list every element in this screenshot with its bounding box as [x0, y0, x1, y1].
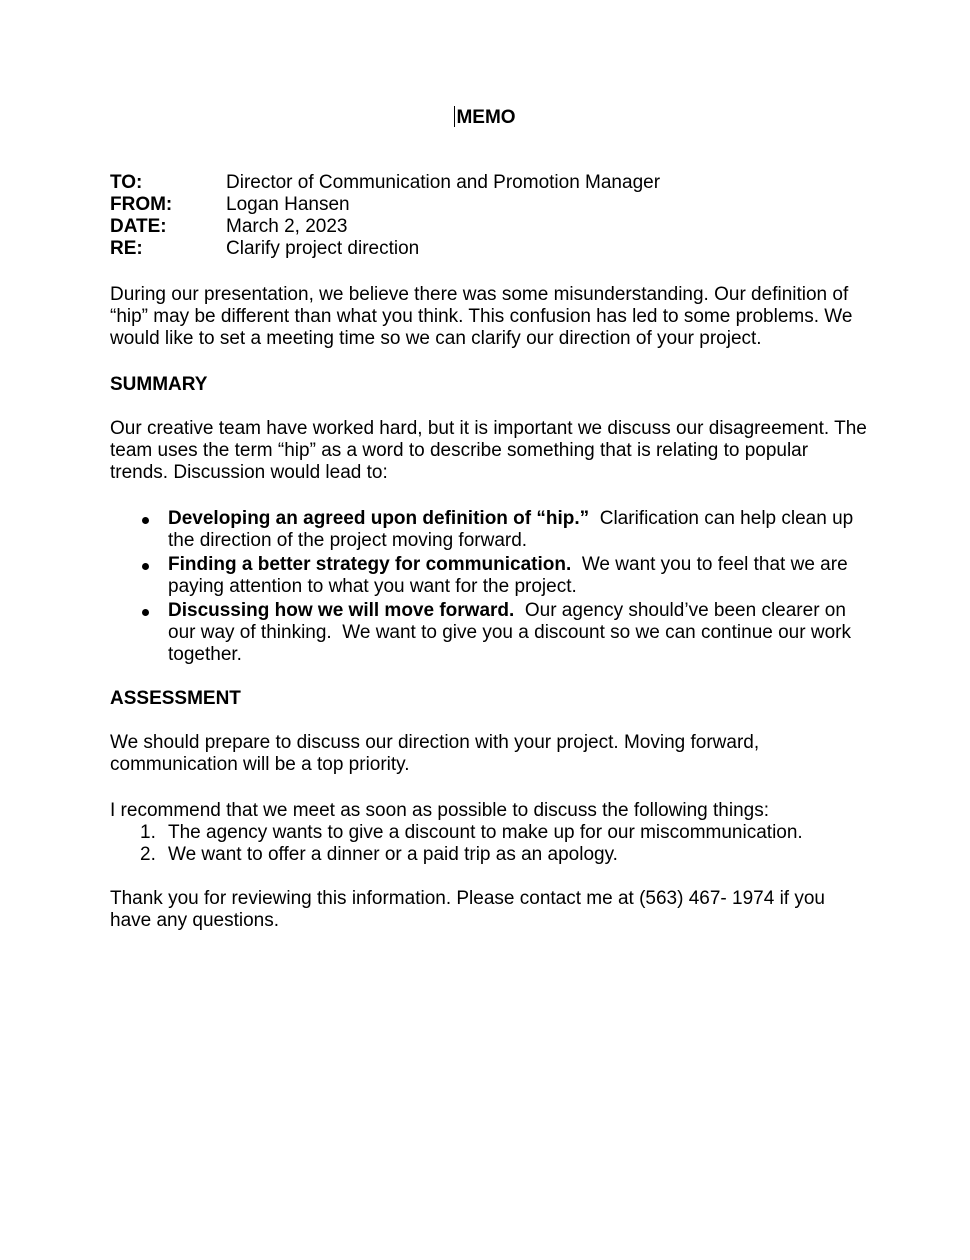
header-row-re [110, 238, 870, 260]
header-value: Clarify project direction [226, 238, 420, 259]
summary-heading: SUMMARY [110, 374, 208, 395]
summary-bullet-list [110, 508, 870, 668]
bullet-icon [142, 517, 149, 524]
assessment-paragraph: We should prepare to discuss our direction with your project. Moving forward, communication will be a top priority. [110, 732, 760, 775]
closing-paragraph: Thank you for reviewing this information. Please contact me at (563) 467- 1974 if you have any questions. [110, 888, 825, 931]
bullet-text: Clarification can help clean up the direction of the project moving forward. [168, 508, 859, 551]
list-item [110, 600, 870, 666]
list-item [110, 508, 870, 552]
list-item [110, 822, 870, 844]
header-label: FROM: [110, 194, 173, 215]
header-row-date [110, 216, 870, 238]
header-row-to [110, 172, 870, 194]
intro-paragraph: During our presentation, we believe there was some misunderstanding. Our definition of “hip” may be different than what you think. This confusion has led to some problems. We would like to set a meeting time so we can clarify our direction of your project. [110, 284, 853, 349]
memo-header [110, 172, 870, 260]
header-value: March 2, 2023 [226, 216, 348, 237]
recommendation-text: The agency wants to give a discount to make up for our miscommunication. [168, 822, 803, 843]
assessment-heading: ASSESSMENT [110, 688, 241, 709]
list-number: 1. [140, 822, 156, 843]
list-item [110, 844, 870, 866]
recommendation-list [110, 822, 870, 866]
bullet-bold-text: Discussing how we will move forward. [168, 600, 515, 621]
header-value: Logan Hansen [226, 194, 350, 215]
recommendation-text: We want to offer a dinner or a paid trip as an apology. [168, 844, 618, 865]
header-label: RE: [110, 238, 143, 259]
header-value: Director of Communication and Promotion Manager [226, 172, 661, 193]
header-label: TO: [110, 172, 143, 193]
header-label: DATE: [110, 216, 167, 237]
memo-title [110, 106, 860, 129]
bullet-text: Our agency should’ve been clearer on our way of thinking. We want to give you a discount so we can continue our work together. [168, 600, 857, 665]
list-item [110, 554, 870, 598]
recommend-intro: I recommend that we meet as soon as possible to discuss the following things: [110, 800, 770, 821]
bullet-bold-text: Finding a better strategy for communication. [168, 554, 572, 575]
bullet-icon [142, 609, 149, 616]
bullet-bold-text: Developing an agreed upon definition of “hip.” [168, 508, 590, 529]
bullet-text: We want you to feel that we are paying attention to what you want for the project. [168, 554, 853, 597]
memo-title-text: MEMO [456, 107, 516, 128]
summary-paragraph: Our creative team have worked hard, but it is important we discuss our disagreement. The team uses the term “hip” as a word to describe something that is relating to popular trends. Discussion would lead to: [110, 418, 867, 483]
bullet-icon [142, 563, 149, 570]
header-row-from [110, 194, 870, 216]
list-number: 2. [140, 844, 156, 865]
